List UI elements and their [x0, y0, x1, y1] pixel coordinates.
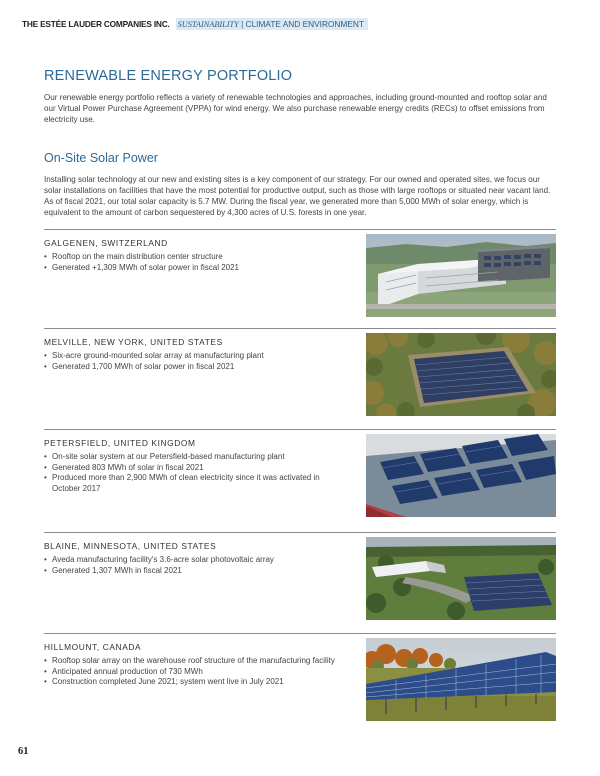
list-item: • Produced more than 2,900 MWh of clean electricity since it was activated in October 2017: [44, 473, 344, 494]
section-separator: |: [241, 19, 244, 29]
company-name: THE ESTÉE LAUDER COMPANIES INC.: [22, 19, 170, 29]
site-galgenen: [44, 229, 556, 324]
hillmount-solar-panels-photo: [366, 638, 556, 721]
running-header: [22, 17, 368, 31]
list-item: • Rooftop on the main distribution center structure: [44, 252, 344, 263]
list-item: • Anticipated annual production of 730 MWh: [44, 667, 344, 678]
site-melville: [44, 328, 556, 423]
list-item: • Generated 1,700 MWh of solar power in fiscal 2021: [44, 362, 344, 373]
site-bullet-list: [44, 351, 344, 372]
section-heading: On-Site Solar Power: [44, 151, 158, 165]
site-location: PETERSFIELD, UNITED KINGDOM: [44, 438, 196, 448]
section-divider: [44, 429, 556, 430]
body-paragraph: Installing solar technology at our new and existing sites is a key component of our strategy. For our owned and operated sites, we focus our solar installations on facilities that have the most potential for productive output, such as those with large rooftops or situated near vacant land. As of fiscal 2021, our total solar capacity is 5.7 MW. During the fiscal year, we generated more than 5,000 MWh of solar energy, which is equivalent to the amount of carbon sequestered by 4,300 acres of U.S. forests in one year.: [44, 175, 551, 217]
intro-paragraph: Our renewable energy portfolio reflects a variety of renewable technologies and approaches, including ground-mounted and rooftop solar and our Virtual Power Purchase Agreement (VPPA) for wind energy. We also purchase renewable energy credits (RECs) to offset emissions from electricity use.: [44, 93, 547, 124]
list-item: • Rooftop solar array on the warehouse roof structure of the manufacturing facility: [44, 656, 344, 667]
list-item: • Generated 1,307 MWh in fiscal 2021: [44, 566, 344, 577]
list-item: • Six-acre ground-mounted solar array at manufacturing plant: [44, 351, 344, 362]
site-bullet-list: [44, 452, 344, 494]
petersfield-rooftop-photo: [366, 434, 556, 517]
site-bullet-list: [44, 252, 344, 273]
melville-solar-array-photo: [366, 333, 556, 416]
section-divider: [44, 328, 556, 329]
list-item: • Generated +1,309 MWh of solar power in fiscal 2021: [44, 263, 344, 274]
site-location: BLAINE, MINNESOTA, UNITED STATES: [44, 541, 217, 551]
section-tag: [176, 18, 368, 30]
section-divider: [44, 633, 556, 634]
site-hillmount: [44, 633, 556, 728]
site-blaine: [44, 532, 556, 627]
list-item: • Aveda manufacturing facility's 3.6-acre solar photovoltaic array: [44, 555, 344, 566]
site-petersfield: [44, 429, 556, 524]
page-title: RENEWABLE ENERGY PORTFOLIO: [44, 68, 293, 84]
page-number: 61: [18, 746, 29, 757]
section-divider: [44, 532, 556, 533]
site-location: HILLMOUNT, CANADA: [44, 642, 142, 652]
blaine-solar-array-photo: [366, 537, 556, 620]
subsection-name: CLIMATE AND ENVIRONMENT: [245, 19, 364, 29]
list-item: • Construction completed June 2021; system went live in July 2021: [44, 677, 344, 688]
section-divider: [44, 229, 556, 230]
site-bullet-list: [44, 555, 344, 576]
section-name: SUSTAINABILITY: [177, 20, 239, 29]
list-item: • Generated 803 MWh of solar in fiscal 2021: [44, 463, 344, 474]
site-location: GALGENEN, SWITZERLAND: [44, 238, 168, 248]
site-location: MELVILLE, NEW YORK, UNITED STATES: [44, 337, 223, 347]
list-item: • On-site solar system at our Petersfield-based manufacturing plant: [44, 452, 344, 463]
galgenen-rooftop-photo: [366, 234, 556, 317]
site-bullet-list: [44, 656, 344, 688]
